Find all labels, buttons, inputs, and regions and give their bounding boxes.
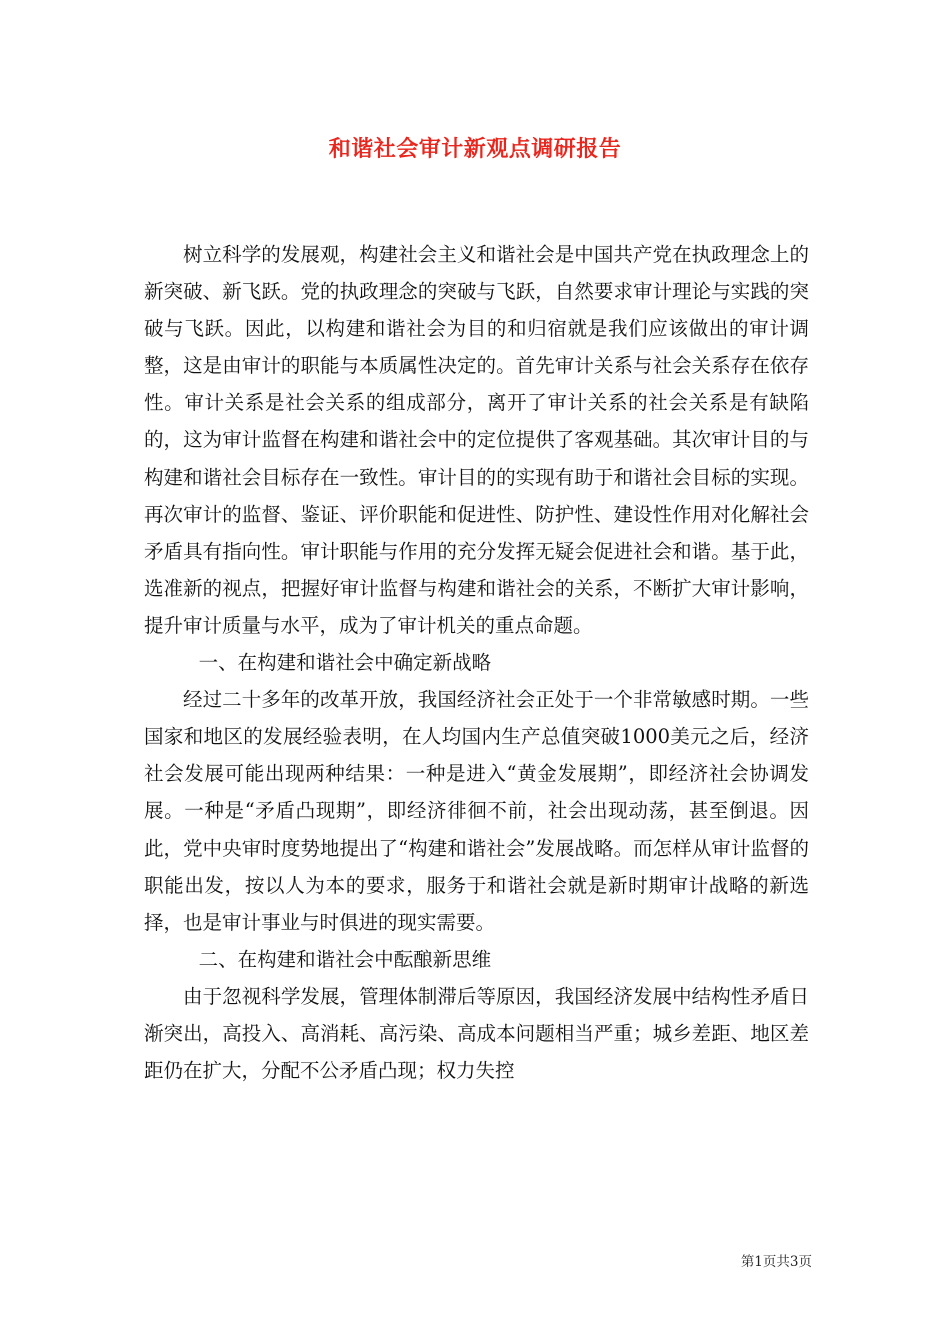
paragraph-intro: 树立科学的发展观，构建社会主义和谐社会是中国共产党在执政理念上的新突破、新飞跃。党的执政理念的突破与飞跃，自然要求审计理论与实践的突破与飞跃。因此，以构建和谐社会为目的和归宿就是我们应该做出的审计调整，这是由审计的职能与本质属性决定的。首先审计关系与社会关系存在依存性。审计关系是社会关系的组成部分，离开了审计关系的社会关系是有缺陷的，这为审计监督在构建和谐社会中的定位提供了客观基础。其次审计目的与构建和谐社会目标存在一致性。审计目的的实现有助于和谐社会目标的实现。再次审计的监督、鉴证、评价职能和促进性、防护性、建设性作用对化解社会矛盾具有指向性。审计职能与作用的充分发挥无疑会促进社会和谐。基于此，选准新的视点，把握好审计监督与构建和谐社会的关系，不断扩大审计影响，提升审计质量与水平，成为了审计机关的重点命题。 [144, 243, 809, 637]
section-heading-2: 二、在构建和谐社会中酝酿新思维 [198, 947, 492, 971]
page-number: 第1页共3页 [740, 1254, 812, 1270]
document-title: 和谐社会审计新观点调研报告 [328, 136, 622, 162]
section-heading-1: 一、在构建和谐社会中确定新战略 [198, 651, 492, 675]
paragraph-section-1: 经过二十多年的改革开放，我国经济社会正处于一个非常敏感时期。一些国家和地区的发展经验表明，在人均国内生产总值突破1000美元之后，经济社会发展可能出现两种结果：一种是进入“黄金发展期”，即经济社会协调发展。一种是“矛盾凸现期”，即经济徘徊不前，社会出现动荡，甚至倒退。因此，党中央审时度势地提出了“构建和谐社会”发展战略。而怎样从审计监督的职能出发，按以人为本的要求，服务于和谐社会就是新时期审计战略的新选择，也是审计事业与时俱进的现实需要。 [144, 688, 809, 934]
document-body [144, 236, 809, 1089]
paragraph-section-2: 由于忽视科学发展，管理体制滞后等原因，我国经济发展中结构性矛盾日渐突出，高投入、高消耗、高污染、高成本问题相当严重；城乡差距、地区差距仍在扩大，分配不公矛盾凸现；权力失控 [144, 984, 809, 1083]
